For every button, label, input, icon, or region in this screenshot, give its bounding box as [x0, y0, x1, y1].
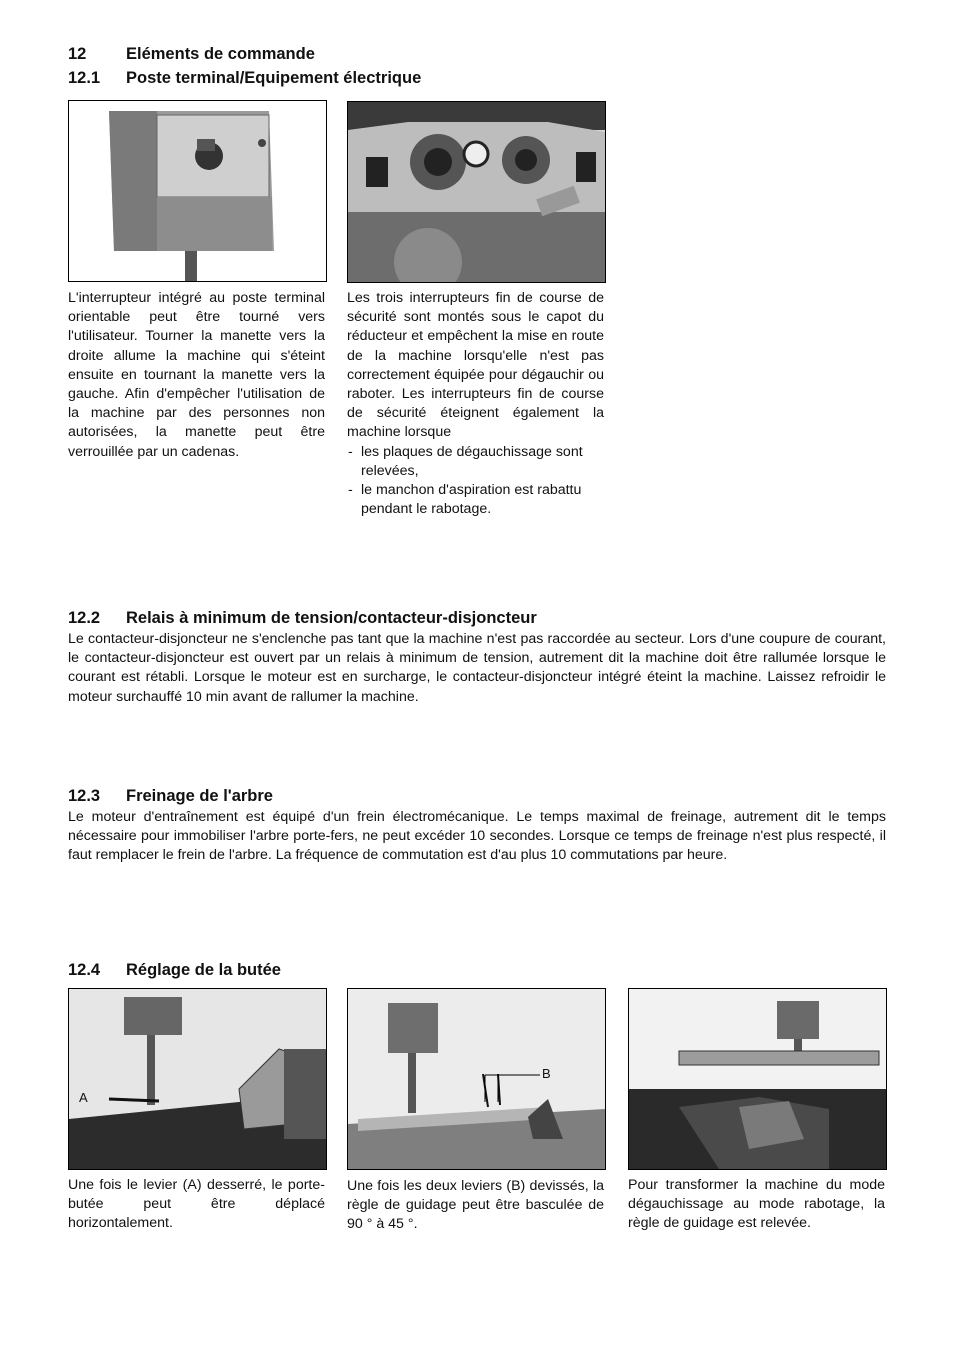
limit-switch-bullet-list	[347, 443, 604, 520]
section-number: 12	[68, 45, 87, 63]
section-title: Réglage de la butée	[126, 961, 281, 979]
limit-switches-photo	[347, 101, 606, 283]
limit-switch-description	[347, 289, 604, 519]
section-12-3-text: Le moteur d'entraînement est équipé d'un frein électromécanique. Le temps maximal de freinage, autrement dit le temps nécessaire pour immobiliser l'arbre porte-fers, ne peut excéder 10 secondes. Lorsque ce temps de freinage n'est plus respecté, il faut remplacer le frein de l'arbre. La fréquence de commutation est d'au plus 10 commutations par heure.	[68, 809, 886, 864]
terminal-box-photo	[68, 100, 327, 282]
label-b: B	[542, 1066, 551, 1081]
terminal-description	[68, 289, 325, 462]
list-item: - le manchon d'aspiration est rabattu pendant le rabotage.	[347, 481, 604, 519]
section-title: Eléments de commande	[126, 45, 315, 63]
label-a: A	[79, 1090, 88, 1105]
section-12-4-heading	[68, 960, 281, 980]
section-number: 12.3	[68, 787, 101, 805]
fence-holder-photo	[68, 988, 327, 1170]
section-12-3-heading	[68, 786, 273, 806]
terminal-description-text: L'interrupteur intégré au poste terminal orientable peut être tourné vers l'utilisateur. Tourner la manette vers la droite allume la machine qui s'éteint ensuite en tournant la manette vers la gauche. Afin d'empêcher l'utilisation de la machine par des personnes non autorisées, la manette peut être verrouillée par un cadenas.	[68, 290, 325, 460]
section-title: Poste terminal/Equipement électrique	[126, 69, 422, 87]
label-b-leader-lines	[478, 1068, 548, 1108]
caption-fence-holder: Une fois le levier (A) desserré, le porte-butée peut être déplacé horizontalement.	[68, 1177, 325, 1232]
section-number: 12.1	[68, 69, 101, 87]
section-12-1-heading	[68, 68, 421, 88]
fence-raised-photo	[628, 988, 887, 1170]
caption-fence-raised: Pour transformer la machine du mode dégauchissage au mode rabotage, la règle de guidage est relevée.	[628, 1177, 885, 1232]
section-12-heading	[68, 44, 315, 64]
caption-guide-fence-tilt: Une fois les deux leviers (B) devissés, la règle de guidage peut être basculée de 90 ° à 45 °.	[347, 1178, 604, 1233]
section-title: Freinage de l'arbre	[126, 787, 273, 805]
limit-switch-description-text: Les trois interrupteurs fin de course de sécurité sont montés sous le capot du réducteur et empêchent la mise en route de la machine lorsqu'elle n'est pas correctement équipée pour dégauchir ou raboter. Les interrupteurs fin de course de sécurité éteignent également la machine lorsque	[347, 290, 604, 441]
section-title: Relais à minimum de tension/contacteur-disjoncteur	[126, 609, 537, 627]
section-number: 12.2	[68, 609, 101, 627]
list-item: - les plaques de dégauchissage sont relevées,	[347, 443, 604, 481]
section-number: 12.4	[68, 961, 101, 979]
section-12-2-text: Le contacteur-disjoncteur ne s'enclenche pas tant que la machine n'est pas raccordée au secteur. Lors d'une coupure de courant, le contacteur-disjoncteur est ouvert par un relais à minimum de tension, autrement dit la machine doit être rallumée lorsque le courant est rétabli. Lorsque le moteur est en surcharge, le contacteur-disjoncteur intégré éteint la machine. Laissez refroidir le moteur surchauffé 10 min avant de rallumer la machine.	[68, 631, 886, 705]
guide-fence-tilt-photo	[347, 988, 606, 1170]
section-12-2-heading	[68, 608, 537, 628]
